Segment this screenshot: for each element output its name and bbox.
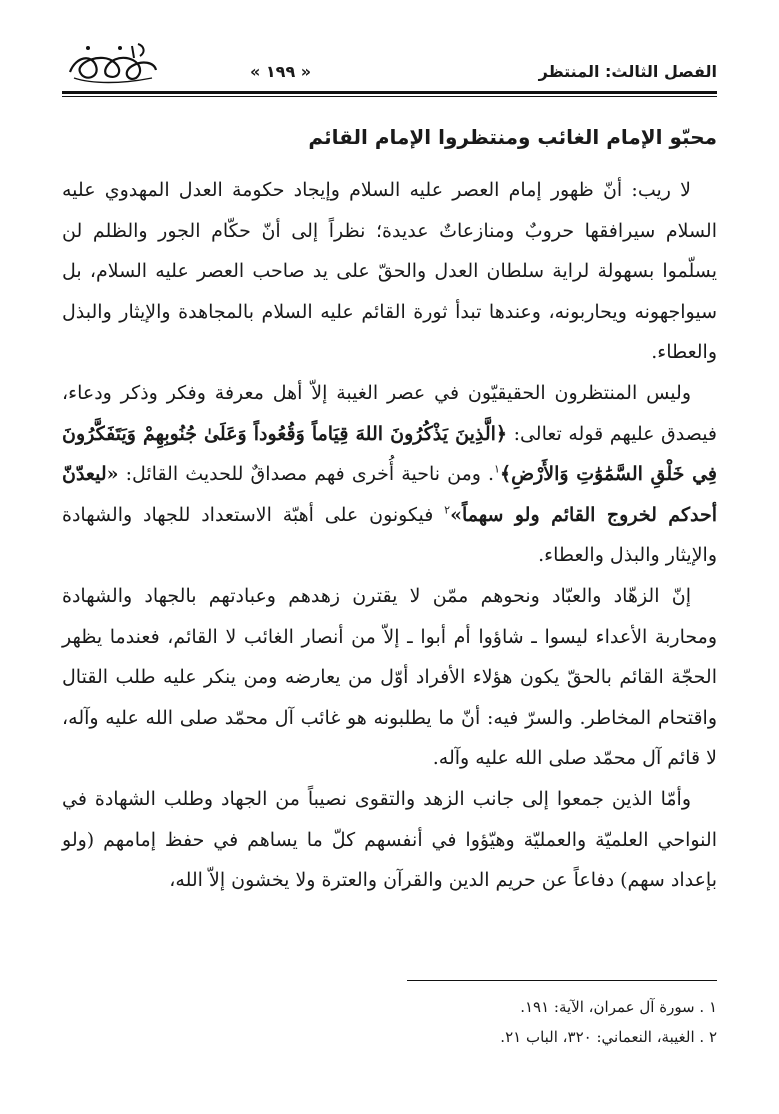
- paragraph: لا ريب: أنّ ظهور إمام العصر عليه السلام وإيجاد حكومة العدل المهدوي عليه السلام سيرافقها حروبٌ ومنازعاتٌ عديدة؛ نظراً إلى أنّ حكّام الجور والظلم لن يسلّموا بسهولة لراية سلطان العدل والحقّ على يد صاحب العصر عليه السلام، بل سيواجهونه ويحاربونه، وعندها تبدأ ثورة القائم عليه السلام بالمجاهدة والإيثار والبذل والعطاء.: [62, 179, 717, 364]
- header-rule-thin: [62, 96, 717, 97]
- page-header: [62, 38, 717, 88]
- paragraph-text: فيكونون على أهبّة الاستعداد للجهاد والشهادة والإيثار والبذل والعطاء.: [62, 503, 717, 567]
- calligraphy-ornament-icon: [62, 38, 162, 84]
- footnote-rule: [407, 980, 717, 981]
- footnotes: [62, 992, 717, 1052]
- footnote-ref: ١: [494, 462, 500, 476]
- header-rule: [62, 91, 717, 94]
- paragraph: [62, 373, 717, 576]
- body-text: [62, 170, 717, 901]
- paragraph-text: وليس المنتظرون الحقيقيّون في عصر الغيبة إلاّ أهل معرفة وفكر وذكر ودعاء، فيصدق عليهم قوله تعالى:: [62, 381, 718, 445]
- footnote: ١ . سورة آل عمران، الآية: ١٩١.: [520, 998, 717, 1016]
- footnote-ref: ٢: [444, 503, 451, 517]
- hadith-quote: «ليعدّنّ أحدكم لخروج القائم ولو سهماً»: [62, 463, 717, 526]
- section-title: محبّو الإمام الغائب ومنتظروا الإمام القائم: [308, 125, 717, 149]
- footnote: ٢ . الغيبة، النعماني: ٣٢٠، الباب ٢١.: [500, 1028, 717, 1046]
- quran-verse: ﴿الَّذِينَ يَذْكُرُونَ اللهَ قِيَاماً وَقُعُوداً وَعَلَىٰ جُنُوبِهِمْ وَيَتَفَكَّرُونَ فِي خَلْقِ السَّمَٰوَٰتِ وَالأَرْضِ﴾: [62, 422, 718, 486]
- paragraph: إنّ الزهّاد والعبّاد ونحوهم ممّن لا يقترن زهدهم وعبادتهم بالجهاد والشهادة ومحاربة الأعداء ليسوا ـ شاؤوا أم أبوا ـ إلاّ من أنصار الغائب لا القائم، فعندما يظهر الحجّة القائم بالحقّ يكون هؤلاء الأفراد أوّل من يعارضه ومن ينكر عليه طلب القتال واقتحام المخاطر. والسرّ فيه: أنّ ما يطلبونه هو غائب آل محمّد صلى الله عليه وآله، لا قائم آل محمّد صلى الله عليه وآله.: [62, 584, 717, 770]
- paragraph-text: . ومن ناحية أُخرى فهم مصداقٌ للحديث القائل:: [118, 463, 495, 486]
- page-number: « ١٩٩ »: [250, 62, 312, 81]
- paragraph: وأمّا الذين جمعوا إلى جانب الزهد والتقوى نصيباً من الجهاد وطلب الشهادة في النواحي العلميّة والعمليّة وهيّؤوا في أنفسهم كلّ ما يساهم في حفظ إمامهم (ولو بإعداد سهم) دفاعاً عن حريم الدين والقرآن والعترة ولا يخشون إلاّ الله،: [62, 787, 717, 892]
- chapter-title: الفصل الثالث: المنتظر: [538, 62, 717, 81]
